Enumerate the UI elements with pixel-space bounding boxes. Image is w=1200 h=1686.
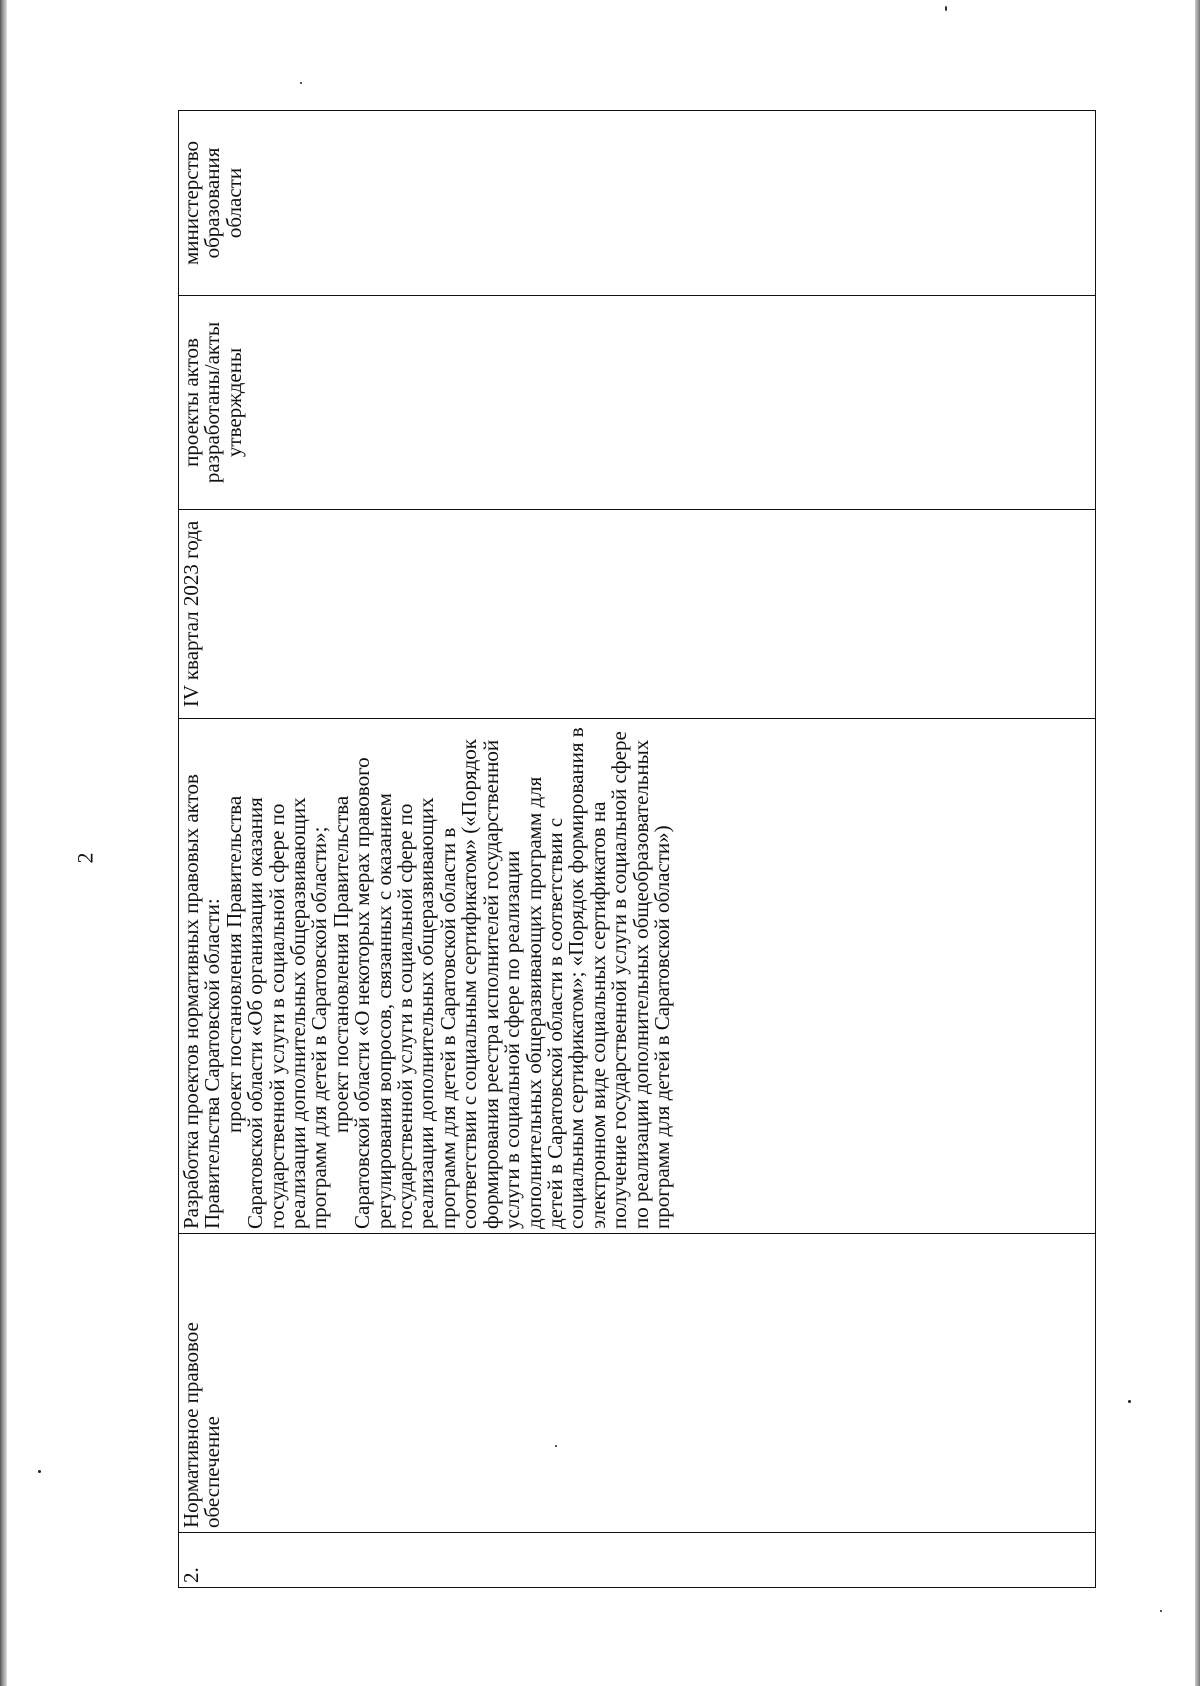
scan-speck [555, 1445, 557, 1447]
scan-edge-left [0, 0, 7, 1686]
table-row [179, 111, 1096, 1588]
description-item-2: проект постановления Правительства Саратовской области «О некоторых мерах правового регулирования вопросов, связанных с оказанием государственной услуги в социальной сфере по реализации дополнительных общеразвивающих программ для детей в Саратовской области в соответствии с социальным сертификатом» («Порядок формирования реестра исполнителей государственной услуги в социальной сфере по реализации дополнительных общеразвивающих программ для детей в Саратовской области в соответствии с социальным сертификатом»; «Порядок формирования в электронном виде социальных сертификатов на получение государственной услуги в социальной сфере по реализации дополнительных общеобразовательных программ для детей в Саратовской области») [328, 727, 674, 1229]
cell-description [179, 719, 1096, 1234]
scan-speck [1160, 1610, 1162, 1612]
cell-result: проекты актов разработаны/акты утверждены [179, 296, 1096, 510]
cell-row-number: 2. [179, 1533, 1096, 1588]
scan-speck [1128, 1400, 1131, 1403]
plan-table [178, 110, 1096, 1588]
scan-speck [945, 6, 947, 11]
cell-section: Нормативное правовое обеспечение [179, 1234, 1096, 1533]
scan-speck [300, 82, 302, 84]
description-intro: Разработка проектов нормативных правовых актов Правительства Саратовской области: [179, 774, 225, 1229]
cell-responsible: министерство образования области [179, 111, 1096, 296]
description-item-1: проект постановления Правительства Саратовской области «Об организации оказания государственной услуги в социальной сфере по реализации дополнительных общеразвивающих программ для детей в Саратовской области»; [221, 795, 332, 1229]
scan-edge-right [1195, 0, 1200, 1686]
scan-speck [38, 1470, 41, 1473]
cell-term: IV квартал 2023 года [179, 510, 1096, 719]
rotated-table-container [178, 110, 1096, 1588]
page-number: 2 [72, 852, 98, 864]
